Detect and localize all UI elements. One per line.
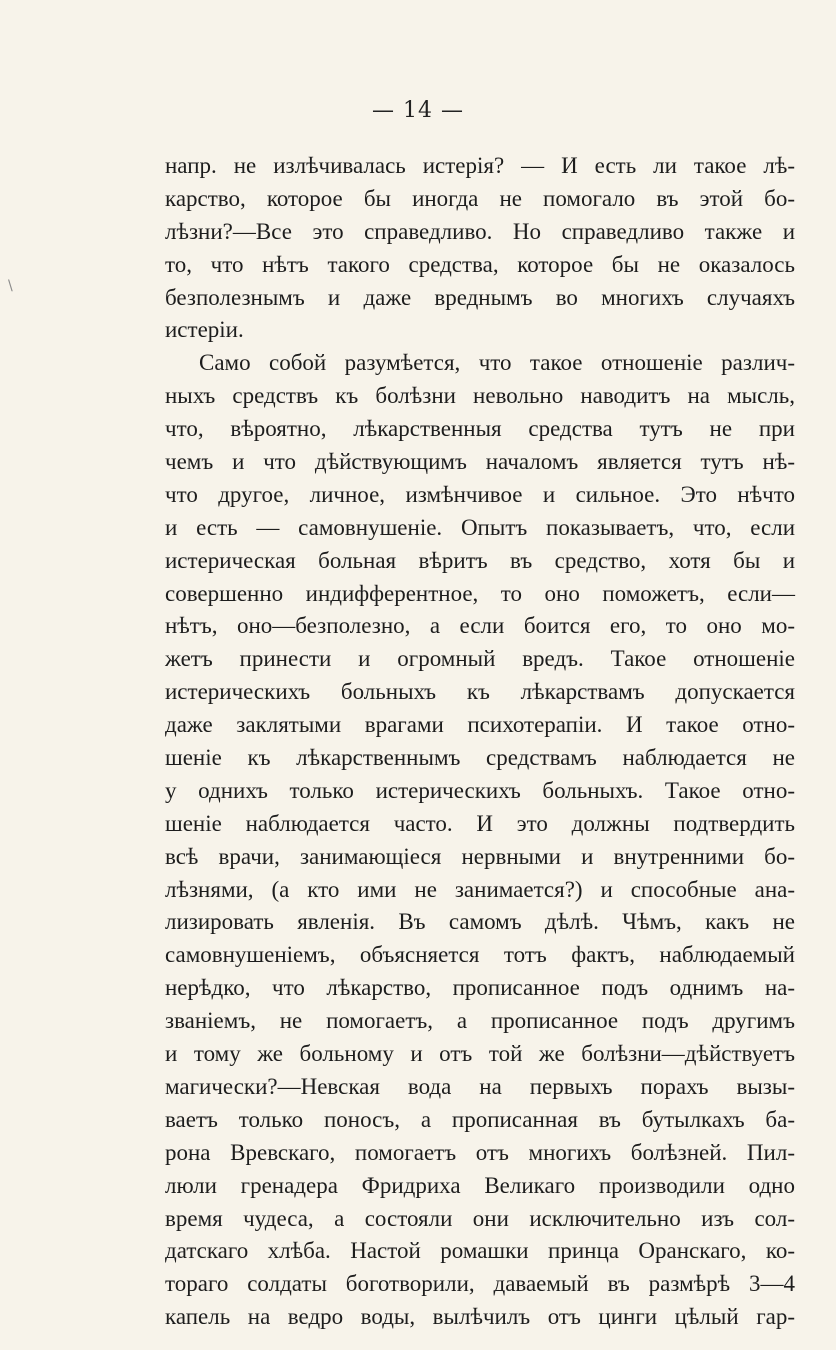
text-line: карство, которое бы иногда не помогало въ этой бо- [165, 185, 795, 211]
text-line: время чудеса, а состояли они исключительно изъ сол- [165, 1205, 795, 1231]
text-line: нерѣдко, что лѣкарство, прописанное подъ однимъ на- [165, 975, 795, 1001]
text-line: капель на ведро воды, вылѣчилъ отъ цинги цѣлый гар- [165, 1304, 795, 1330]
text-line: ныхъ средствъ къ болѣзни невольно наводитъ на мысль, [165, 383, 795, 409]
text-line: нѣтъ, оно—безполезно, а если боится его, то оно мо- [165, 613, 795, 639]
text-line: лѣзни?—Все это справедливо. Но справедливо также и [165, 218, 795, 244]
text-line: истерическая больная вѣритъ въ средство, хотя бы и [165, 547, 795, 573]
text-line: шеніе наблюдается часто. И это должны подтвердить [165, 810, 795, 836]
text-line: что, вѣроятно, лѣкарственныя средства тутъ не при [165, 416, 795, 442]
text-line: всѣ врачи, занимающіеся нервными и внутренними бо- [165, 843, 795, 869]
paragraph [165, 150, 795, 347]
page-number: — 14 — [372, 98, 464, 123]
text-line: чемъ и что дѣйствующимъ началомъ является тутъ нѣ- [165, 449, 795, 475]
text-line: самовнушеніемъ, объясняется тотъ фактъ, наблюдаемый [165, 942, 795, 968]
text-line: ваетъ только поносъ, а прописанная въ бутылкахъ ба- [165, 1106, 795, 1132]
paragraph [165, 347, 795, 1334]
text-line: и есть — самовнушеніе. Опытъ показываетъ, что, если [165, 514, 795, 540]
text-line: люли гренадера Фридриха Великаго производили одно [165, 1172, 795, 1198]
text-line: истерическихъ больныхъ къ лѣкарствамъ допускается [165, 679, 795, 705]
text-line: совершенно индифферентное, то оно поможетъ, если— [165, 580, 795, 606]
body-text [165, 150, 795, 1334]
text-line: и тому же больному и отъ той же болѣзни—дѣйствуетъ [165, 1041, 795, 1067]
text-line: напр. не излѣчивалась истерія? — И есть ли такое лѣ- [165, 153, 795, 178]
text-line: рона Вревскаго, помогаетъ отъ многихъ болѣзней. Пил- [165, 1139, 795, 1165]
text-line: то, что нѣтъ такого средства, которое бы не оказалось [165, 251, 795, 277]
text-line: датскаго хлѣба. Настой ромашки принца Оранскаго, ко- [165, 1238, 795, 1264]
text-line: магически?—Невская вода на первыхъ порахъ вызы- [165, 1073, 795, 1099]
text-line: у однихъ только истерическихъ больныхъ. Такое отно- [165, 777, 795, 803]
text-line: истеріи. [165, 317, 244, 343]
text-line: даже заклятыми врагами психотерапіи. И такое отно- [165, 712, 795, 738]
text-line: что другое, личное, измѣнчивое и сильное. Это нѣчто [165, 481, 795, 507]
text-line: лѣзнями, (а кто ими не занимается?) и способные ана- [165, 876, 795, 902]
text-line: лизировать явленія. Въ самомъ дѣлѣ. Чѣмъ, какъ не [165, 909, 795, 935]
text-line: безполезнымъ и даже вреднымъ во многихъ случаяхъ [165, 284, 795, 310]
text-line: тораго солдаты боготворили, даваемый въ размѣрѣ 3—4 [165, 1271, 795, 1297]
text-line: Само собой разумѣется, что такое отношеніе различ- [199, 350, 795, 376]
margin-mark: \ [8, 278, 13, 294]
text-line: шеніе къ лѣкарственнымъ средствамъ наблюдается не [165, 745, 795, 771]
text-line: званіемъ, не помогаетъ, а прописанное подъ другимъ [165, 1008, 795, 1034]
text-line: жетъ принести и огромный вредъ. Такое отношеніе [165, 646, 795, 672]
